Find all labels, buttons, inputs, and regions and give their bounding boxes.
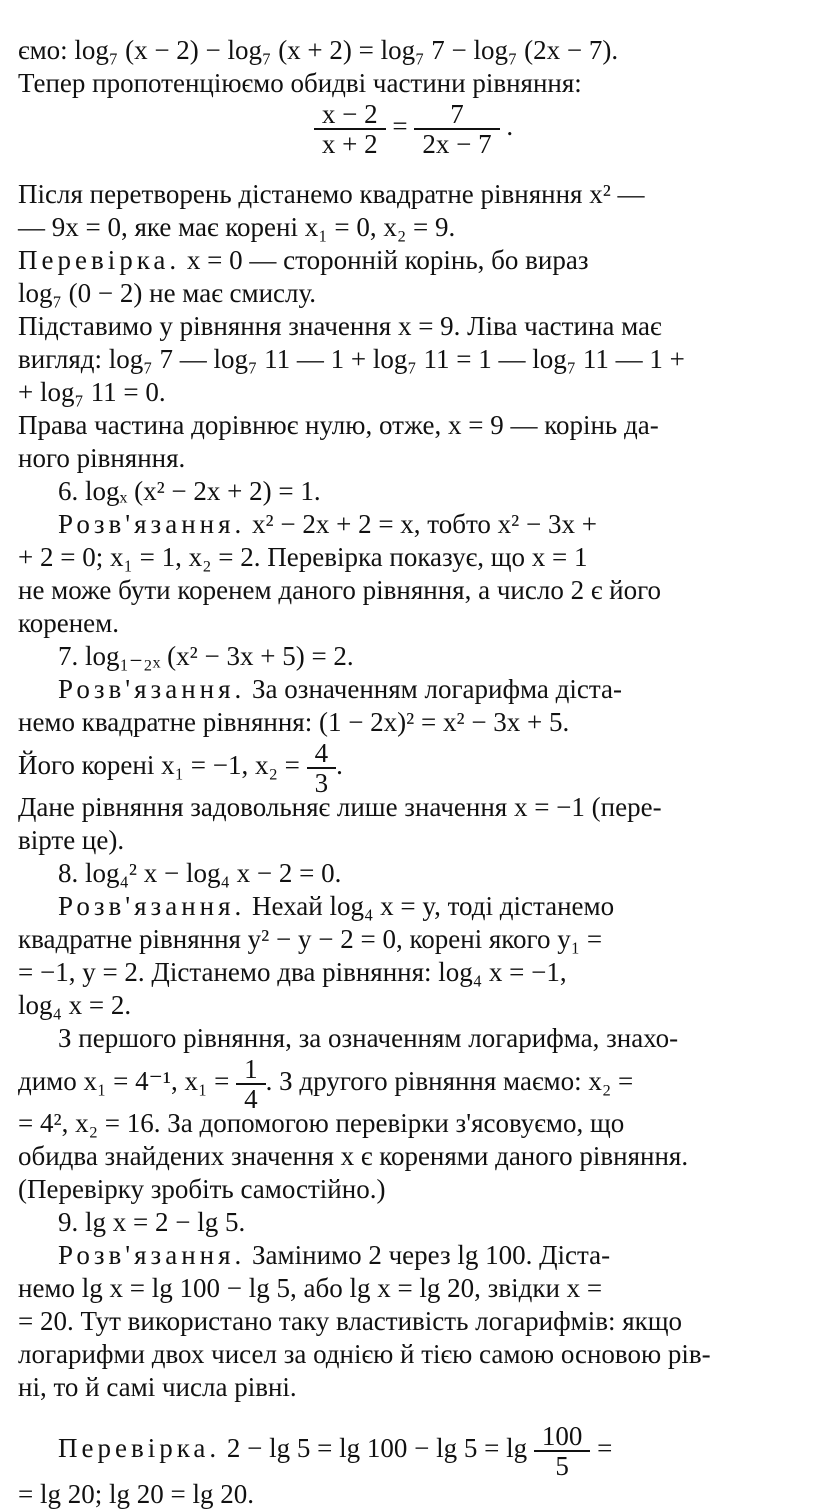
text-line: не може бути коренем даного рівняння, а число 2 є його bbox=[18, 575, 662, 605]
text-line bbox=[18, 1239, 809, 1272]
text-line: = −1, y = 2. Дістанемо два рівняння: log₄ x = −1, bbox=[18, 957, 567, 987]
fraction-denominator: 5 bbox=[555, 1450, 569, 1481]
fraction-numerator: 4 bbox=[307, 739, 337, 769]
equals-sign: = bbox=[392, 111, 408, 142]
text-span: Нехай log₄ x = y, тоді дістанемо bbox=[245, 891, 615, 921]
problem-9-heading: 9. lg x = 2 − lg 5. bbox=[58, 1207, 246, 1237]
text-line: квадратне рівняння y² − y − 2 = 0, корені якого y₁ = bbox=[18, 924, 603, 954]
text-line: немо lg x = lg 100 − lg 5, або lg x = lg 20, звідки x = bbox=[18, 1273, 603, 1303]
period: . bbox=[506, 111, 514, 142]
text-line: ного рівняння. bbox=[18, 443, 186, 473]
text-span: димо x₁ = 4⁻¹, x₁ = bbox=[18, 1066, 237, 1097]
solution-heading: Розв'язання. bbox=[58, 891, 246, 921]
text-span: Його корені x₁ = −1, x₂ = bbox=[18, 750, 307, 781]
problem-7-heading: 7. log₁₋₂ₓ (x² − 3x + 5) = 2. bbox=[58, 641, 354, 671]
fraction-denominator: x + 2 bbox=[321, 129, 378, 159]
text-line: + 2 = 0; x₁ = 1, x₂ = 2. Перевірка показує, що x = 1 bbox=[18, 542, 588, 572]
text-span: . З другого рівняння маємо: x₂ = bbox=[265, 1066, 634, 1097]
text-line: вірте це). bbox=[18, 825, 125, 855]
text-span: За означенням логарифма діста- bbox=[245, 674, 622, 704]
text-line: = 20. Тут використано таку властивість логарифмів: якщо bbox=[18, 1306, 683, 1336]
text-line: немо квадратне рівняння: (1 − 2x)² = x² − 3x + 5. bbox=[18, 707, 570, 737]
text-line bbox=[18, 244, 809, 277]
text-line: логарифми двох чисел за однією й тією самою основою рів- bbox=[18, 1339, 711, 1369]
text-line: Тепер пропотенціюємо обидві частини рівняння: bbox=[18, 68, 582, 98]
text-line: (Перевірку зробіть самостійно.) bbox=[18, 1174, 386, 1204]
fraction-numerator: 1 bbox=[236, 1055, 266, 1085]
fraction bbox=[414, 100, 499, 158]
fraction-denominator: 4 bbox=[244, 1084, 258, 1114]
text-span: Замінимо 2 через lg 100. Діста- bbox=[245, 1240, 611, 1270]
text-line: ємо: log₇ (x − 2) − log₇ (x + 2) = log₇ 7 − log₇ (2x − 7). bbox=[18, 35, 619, 65]
text-line bbox=[18, 1054, 809, 1114]
solution-heading: Розв'язання. bbox=[58, 1240, 246, 1270]
solution-heading: Розв'язання. bbox=[58, 509, 246, 539]
fraction-numerator: 100 bbox=[534, 1422, 591, 1452]
text-line: Після перетворень дістанемо квадратне рівняння x² — bbox=[18, 179, 645, 209]
fraction-numerator: x − 2 bbox=[314, 100, 386, 130]
text-line bbox=[18, 1418, 809, 1481]
text-line: Підставимо у рівняння значення x = 9. Ліва частина має bbox=[18, 311, 662, 341]
text-line: Права частина дорівнює нулю, отже, x = 9 — корінь да- bbox=[18, 410, 659, 440]
fraction-equation bbox=[18, 100, 809, 178]
text-line: = lg 20; lg 20 = lg 20. bbox=[18, 1479, 254, 1509]
text-line: log₇ (0 − 2) не має смислу. bbox=[18, 278, 317, 308]
text-line: + log₇ 11 = 0. bbox=[18, 377, 166, 407]
text-span: x = 0 — сторонній корінь, бо вираз bbox=[180, 245, 589, 275]
fraction-denominator: 2x − 7 bbox=[422, 129, 492, 159]
text-line: З першого рівняння, за означенням логарифма, знахо- bbox=[58, 1023, 679, 1053]
text-line: ні, то й самі числа рівні. bbox=[18, 1372, 297, 1402]
text-span: x² − 2x + 2 = x, тобто x² − 3x + bbox=[245, 509, 597, 539]
check-heading: Перевірка. bbox=[18, 245, 181, 275]
problem-6-heading: 6. logₓ (x² − 2x + 2) = 1. bbox=[58, 476, 321, 506]
check-heading: Перевірка. bbox=[58, 1433, 221, 1463]
text-line: log₄ x = 2. bbox=[18, 990, 132, 1020]
text-line: — 9x = 0, яке має корені x₁ = 0, x₂ = 9. bbox=[18, 212, 456, 242]
text-span: = bbox=[590, 1433, 613, 1463]
text-line bbox=[18, 673, 809, 706]
text-line: Дане рівняння задовольняє лише значення x = −1 (пере- bbox=[18, 792, 662, 822]
solution-heading: Розв'язання. bbox=[58, 674, 246, 704]
text-line: = 4², x₂ = 16. За допомогою перевірки з'ясовуємо, що bbox=[18, 1108, 625, 1138]
fraction bbox=[236, 1055, 266, 1113]
fraction bbox=[534, 1422, 591, 1480]
fraction bbox=[307, 739, 337, 797]
fraction-numerator: 7 bbox=[414, 100, 499, 130]
text-line: коренем. bbox=[18, 608, 119, 638]
text-line: обидва знайдених значення x є коренями даного рівняння. bbox=[18, 1141, 689, 1171]
fraction bbox=[314, 100, 386, 158]
fraction-denominator: 3 bbox=[314, 768, 329, 798]
text-span: . bbox=[336, 750, 343, 781]
problem-8-heading: 8. log₄² x − log₄ x − 2 = 0. bbox=[58, 858, 342, 888]
text-line bbox=[18, 508, 809, 541]
text-line: вигляд: log₇ 7 — log₇ 11 — 1 + log₇ 11 = 1 — log₇ 11 — 1 + bbox=[18, 344, 685, 374]
text-span: 2 − lg 5 = lg 100 − lg 5 = lg bbox=[220, 1433, 534, 1463]
text-line bbox=[18, 738, 809, 798]
text-line bbox=[18, 890, 809, 923]
